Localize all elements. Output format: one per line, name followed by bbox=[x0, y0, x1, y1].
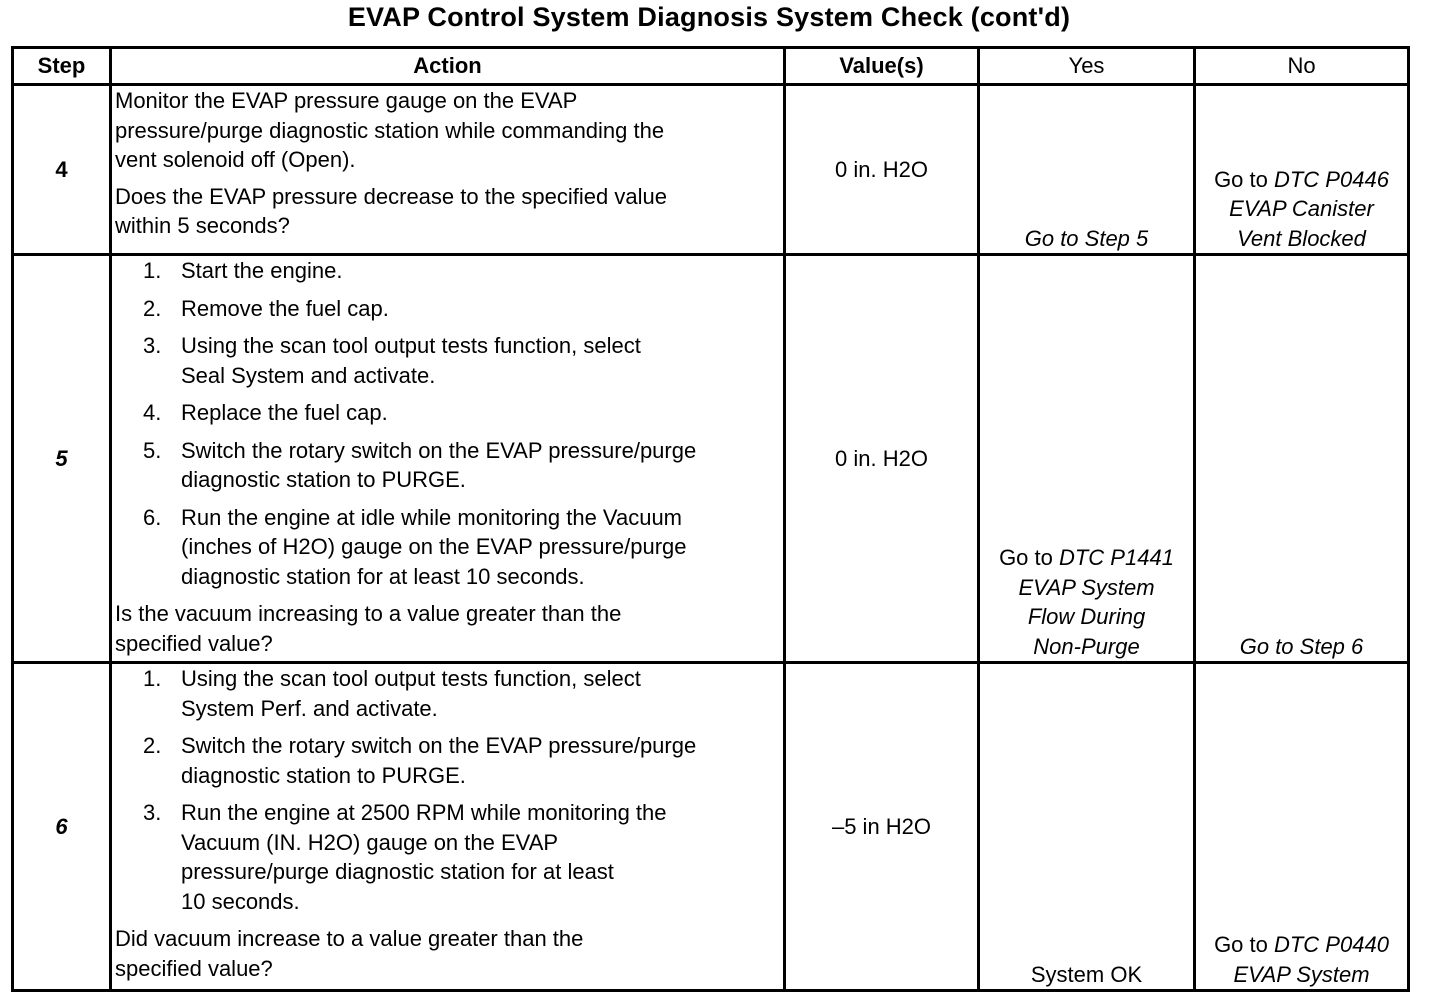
procedure-item-text bbox=[181, 331, 780, 390]
yes-cell bbox=[979, 663, 1195, 991]
diagnosis-table bbox=[11, 46, 1410, 992]
table-row bbox=[13, 663, 1409, 991]
value-cell: 0 in. H2O bbox=[785, 255, 979, 663]
no-cell bbox=[1195, 85, 1409, 255]
question-text-line: Is the vacuum increasing to a value greater than the bbox=[115, 601, 622, 626]
no-target-text: EVAP System bbox=[1233, 961, 1370, 987]
procedure-item-number: 2. bbox=[143, 733, 162, 758]
no-target-text: Go to Step 6 bbox=[1239, 633, 1364, 659]
procedure-item-number: 5. bbox=[143, 437, 162, 463]
procedure-item bbox=[143, 798, 780, 916]
no-target-text: EVAP Canister bbox=[1229, 196, 1374, 221]
table-header-row bbox=[13, 48, 1409, 85]
procedure-item-text bbox=[181, 436, 780, 495]
action-text-line: pressure/purge diagnostic station while commanding the bbox=[115, 117, 665, 143]
table-row bbox=[13, 255, 1409, 663]
procedure-item-number: 3. bbox=[143, 800, 162, 825]
procedure-item-text bbox=[181, 664, 780, 723]
procedure-item-number: 1. bbox=[143, 258, 162, 283]
yes-target-text: Go to Step 5 bbox=[1024, 225, 1149, 251]
question-text-line: within 5 seconds? bbox=[115, 213, 290, 238]
question-text-line: specified value? bbox=[115, 955, 273, 981]
procedure-text-line: diagnostic station to PURGE. bbox=[181, 762, 466, 788]
action-question bbox=[115, 599, 780, 658]
procedure-item bbox=[143, 664, 780, 723]
header-yes: Yes bbox=[979, 48, 1195, 85]
yes-goto-prefix: Go to bbox=[999, 545, 1059, 570]
procedure-text-line: Vacuum (IN. H2O) gauge on the EVAP bbox=[181, 829, 559, 855]
no-text-line bbox=[1199, 930, 1404, 960]
no-text-line bbox=[1199, 165, 1404, 195]
procedure-list bbox=[115, 664, 780, 916]
no-text-line bbox=[1199, 960, 1404, 990]
question-text-line: specified value? bbox=[115, 630, 273, 656]
yes-text-line bbox=[983, 960, 1190, 990]
procedure-text-line: Switch the rotary switch on the EVAP pressure/purge bbox=[181, 437, 697, 463]
no-cell bbox=[1195, 663, 1409, 991]
procedure-item-text bbox=[181, 503, 780, 592]
yes-target-text: EVAP System bbox=[1018, 574, 1155, 600]
procedure-item-text bbox=[181, 256, 780, 286]
procedure-item bbox=[143, 398, 780, 428]
no-cell bbox=[1195, 255, 1409, 663]
no-text-line bbox=[1199, 632, 1404, 662]
procedure-text-line: Using the scan tool output tests function, select bbox=[181, 333, 641, 358]
yes-target-text: DTC P1441 bbox=[1058, 545, 1174, 570]
procedure-item bbox=[143, 436, 780, 495]
procedure-item-number: 1. bbox=[143, 666, 162, 691]
procedure-text-line: 10 seconds. bbox=[181, 888, 300, 914]
procedure-item bbox=[143, 731, 780, 790]
procedure-text-line: Run the engine at idle while monitoring the Vacuum bbox=[181, 504, 683, 530]
value-cell: 0 in. H2O bbox=[785, 85, 979, 255]
yes-text-line bbox=[983, 602, 1190, 632]
procedure-item bbox=[143, 503, 780, 592]
header-step: Step bbox=[13, 48, 111, 85]
procedure-item-text bbox=[181, 731, 780, 790]
procedure-item-text bbox=[181, 398, 780, 428]
step-number: 6 bbox=[13, 663, 111, 991]
procedure-text-line: Start the engine. bbox=[181, 258, 343, 283]
procedure-item-text bbox=[181, 294, 780, 324]
yes-target-text: Non-Purge bbox=[1033, 633, 1140, 659]
procedure-text-line: Run the engine at 2500 RPM while monitoring the bbox=[181, 800, 667, 825]
procedure-text-line: (inches of H2O) gauge on the EVAP pressure/purge bbox=[181, 534, 687, 559]
yes-cell bbox=[979, 255, 1195, 663]
procedure-text-line: Remove the fuel cap. bbox=[181, 295, 389, 321]
procedure-text-line: Replace the fuel cap. bbox=[181, 400, 388, 425]
procedure-text-line: pressure/purge diagnostic station for at least bbox=[181, 859, 614, 884]
action-cell bbox=[111, 663, 785, 991]
procedure-item bbox=[143, 256, 780, 286]
yes-target-text: Flow During bbox=[1027, 604, 1146, 629]
procedure-item bbox=[143, 294, 780, 324]
page-title: EVAP Control System Diagnosis System Check (cont'd) bbox=[347, 2, 1071, 32]
no-goto-prefix: Go to bbox=[1214, 932, 1274, 957]
no-target-text: DTC P0440 bbox=[1273, 932, 1389, 957]
procedure-text-line: diagnostic station to PURGE. bbox=[181, 467, 466, 492]
yes-text-line bbox=[983, 573, 1190, 603]
yes-text-line bbox=[983, 224, 1190, 254]
table-row bbox=[13, 85, 1409, 255]
procedure-text-line: Using the scan tool output tests function, select bbox=[181, 666, 641, 691]
question-text-line: Does the EVAP pressure decrease to the specified value bbox=[115, 183, 667, 209]
step-number: 5 bbox=[13, 255, 111, 663]
action-text-line: Monitor the EVAP pressure gauge on the EVAP bbox=[115, 88, 578, 113]
action-question bbox=[115, 182, 780, 241]
yes-text-line bbox=[983, 632, 1190, 662]
procedure-text-line: Seal System and activate. bbox=[181, 362, 436, 388]
procedure-item-number: 2. bbox=[143, 295, 162, 321]
no-target-text: Vent Blocked bbox=[1237, 225, 1366, 251]
yes-text-line bbox=[983, 543, 1190, 573]
no-text-line bbox=[1199, 224, 1404, 254]
action-cell bbox=[111, 255, 785, 663]
no-goto-prefix: Go to bbox=[1214, 166, 1274, 192]
procedure-item-text bbox=[181, 798, 780, 916]
procedure-text-line: System Perf. and activate. bbox=[181, 695, 438, 721]
action-text-line: vent solenoid off (Open). bbox=[115, 147, 356, 172]
procedure-item-number: 4. bbox=[143, 400, 162, 425]
yes-target-text: System OK bbox=[1030, 961, 1143, 987]
value-cell: –5 in H2O bbox=[785, 663, 979, 991]
procedure-item-number: 6. bbox=[143, 504, 162, 530]
procedure-text-line: Switch the rotary switch on the EVAP pressure/purge bbox=[181, 733, 697, 758]
header-values: Value(s) bbox=[785, 48, 979, 85]
header-no: No bbox=[1195, 48, 1409, 85]
procedure-item-number: 3. bbox=[143, 333, 162, 358]
procedure-list bbox=[115, 256, 780, 591]
no-target-text: DTC P0446 bbox=[1273, 166, 1389, 192]
header-action: Action bbox=[111, 48, 785, 85]
action-cell bbox=[111, 85, 785, 255]
procedure-text-line: diagnostic station for at least 10 seconds. bbox=[181, 563, 585, 589]
yes-cell bbox=[979, 85, 1195, 255]
procedure-item bbox=[143, 331, 780, 390]
action-question bbox=[115, 924, 780, 983]
no-text-line bbox=[1199, 194, 1404, 224]
step-number: 4 bbox=[13, 85, 111, 255]
question-text-line: Did vacuum increase to a value greater than the bbox=[115, 926, 584, 951]
